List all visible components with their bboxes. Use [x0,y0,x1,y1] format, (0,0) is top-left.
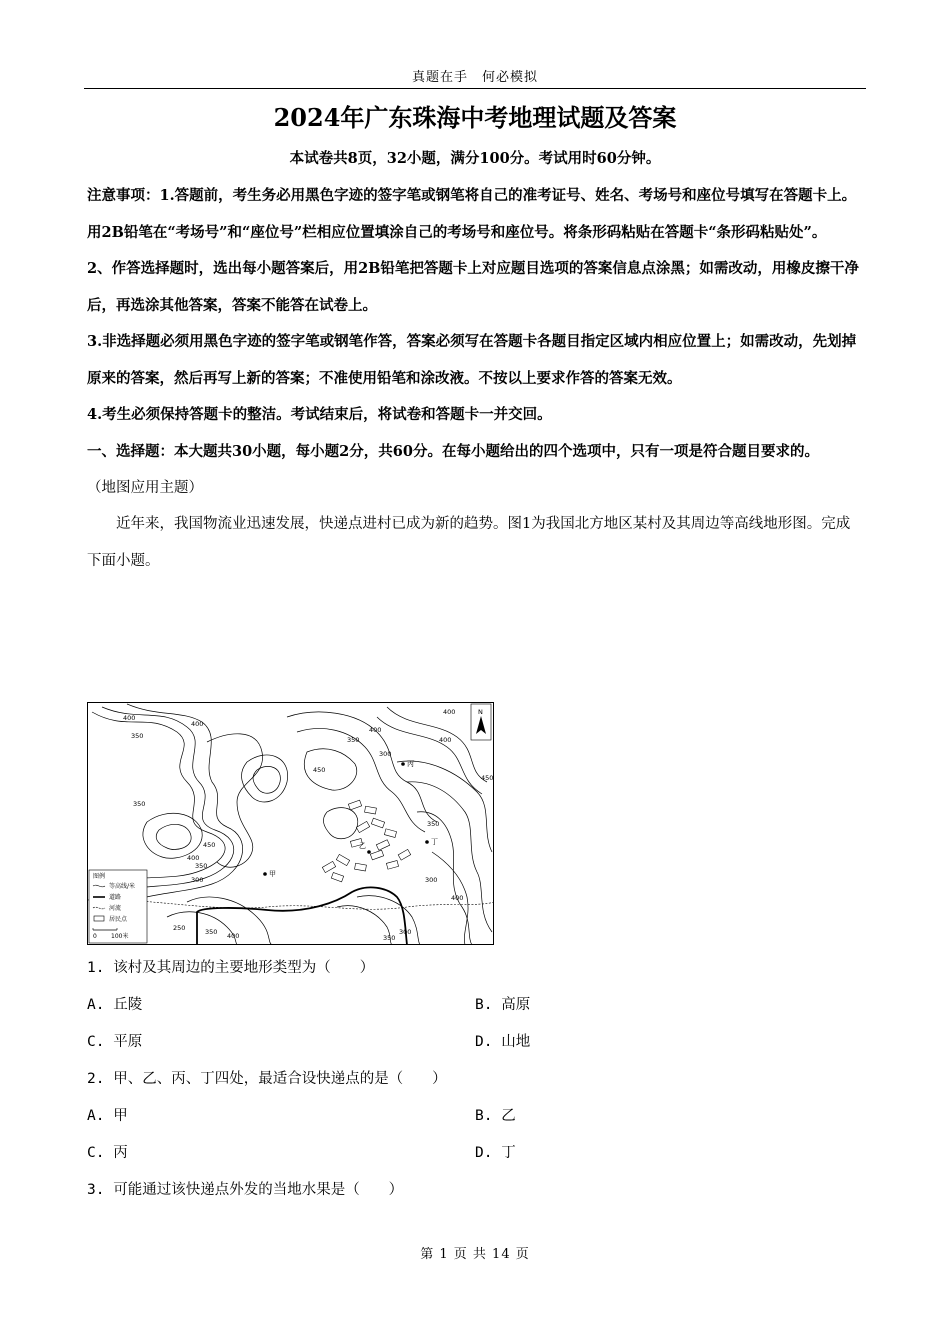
question-1-option-c: C. 平原 [87,1034,143,1050]
svg-text:350: 350 [131,732,144,740]
svg-text:300: 300 [379,750,392,758]
svg-text:300: 300 [399,928,412,936]
notice-paragraph-3: 3.非选择题必须用黑色字迹的签字笔或钢笔作答，答案必须写在答题卡各题目指定区域内相应位置上；如需改动，先划掉原来的答案，然后再写上新的答案；不准使用铅笔和涂改液。不按以上要求作答的答案无效。 [87,333,857,387]
question-2-option-a: A. 甲 [87,1108,128,1124]
svg-text:250: 250 [173,924,186,932]
question-1-option-a: A. 丘陵 [87,997,143,1013]
notice-paragraph-1: 注意事项：1.答题前，考生务必用黑色字迹的签字笔或钢笔将自己的准考证号、姓名、考场号和座位号填写在答题卡上。用2B铅笔在“考场号”和“座位号”栏相应位置填涂自己的考场号和座位号。将条形码粘贴在答题卡“条形码粘贴处”。 [87,187,857,241]
svg-text:450: 450 [481,774,494,782]
svg-text:道路: 道路 [109,894,122,901]
page-title: 2024年广东珠海中考地理试题及答案 [273,103,677,132]
notice-paragraph-2: 2、作答选择题时，选出每小题答案后，用2B铅笔把答题卡上对应题目选项的答案信息点涂黑；如需改动，用橡皮擦干净后，再选涂其他答案，答案不能答在试卷上。 [87,260,859,314]
place-ding: 丁 [431,838,438,846]
exam-info: 本试卷共8页，32小题，满分100分。考试用时60分钟。 [289,150,661,167]
svg-text:100米: 100米 [111,933,129,940]
notice-section [87,178,863,580]
topic-label: （地图应用主题） [87,480,203,496]
section-heading: 一、选择题：本大题共30小题，每小题2分，共60分。在每小题给出的四个选项中，只有一项是符合题目要求的。 [87,442,819,460]
svg-text:400: 400 [369,726,382,734]
question-2-stem: 2. 甲、乙、丙、丁四处，最适合设快递点的是（ ） [87,1071,447,1087]
question-2-option-d: D. 丁 [475,1145,516,1161]
page-footer: 第 1 页 共 14 页 [420,1247,530,1262]
svg-text:350: 350 [347,736,360,744]
map-legend [89,870,147,943]
svg-text:450: 450 [203,841,216,849]
svg-text:400: 400 [187,854,200,862]
svg-text:350: 350 [383,934,396,942]
contour-map [87,702,494,945]
header-rule [84,88,866,89]
question-2-option-c: C. 丙 [87,1145,128,1161]
svg-text:居民点: 居民点 [109,916,128,923]
question-2-options-row-2 [87,1135,863,1172]
question-1-option-d: D. 山地 [475,1034,531,1050]
question-1-option-b: B. 高原 [475,997,531,1013]
svg-text:400: 400 [227,932,240,940]
place-yi: 乙 [359,842,366,850]
svg-text:400: 400 [451,894,464,902]
svg-text:300: 300 [191,876,204,884]
place-bing: 丙 [407,760,414,768]
question-2-option-b: B. 乙 [475,1108,516,1124]
svg-text:350: 350 [195,862,208,870]
svg-text:300: 300 [425,876,438,884]
question-3-stem: 3. 可能通过该快递点外发的当地水果是（ ） [87,1182,404,1198]
svg-text:450: 450 [313,766,326,774]
svg-text:400: 400 [443,708,456,716]
svg-text:400: 400 [191,720,204,728]
question-1-options-row-1 [87,987,863,1024]
svg-text:图例: 图例 [93,873,106,880]
intro-text: 近年来，我国物流业迅速发展，快递点进村已成为新的趋势。图1为我国北方地区某村及其周边等高线地形图。完成下面小题。 [87,516,851,569]
svg-text:河流: 河流 [109,905,122,912]
svg-text:400: 400 [439,736,452,744]
svg-text:350: 350 [427,820,440,828]
svg-text:350: 350 [133,800,146,808]
question-list [87,950,863,1209]
svg-text:0: 0 [93,933,97,940]
question-1-options-row-2 [87,1024,863,1061]
svg-text:等高线/米: 等高线/米 [109,883,136,890]
question-2-options-row-1 [87,1098,863,1135]
svg-text:400: 400 [123,714,136,722]
place-jia: 甲 [269,870,276,878]
svg-text:350: 350 [205,928,218,936]
question-1-stem: 1. 该村及其周边的主要地形类型为（ ） [87,960,375,976]
page-header: 真题在手 何必模拟 [411,70,538,85]
notice-paragraph-4: 4.考生必须保持答题卡的整洁。考试结束后，将试卷和答题卡一并交回。 [87,406,552,423]
north-label: N [478,708,483,716]
